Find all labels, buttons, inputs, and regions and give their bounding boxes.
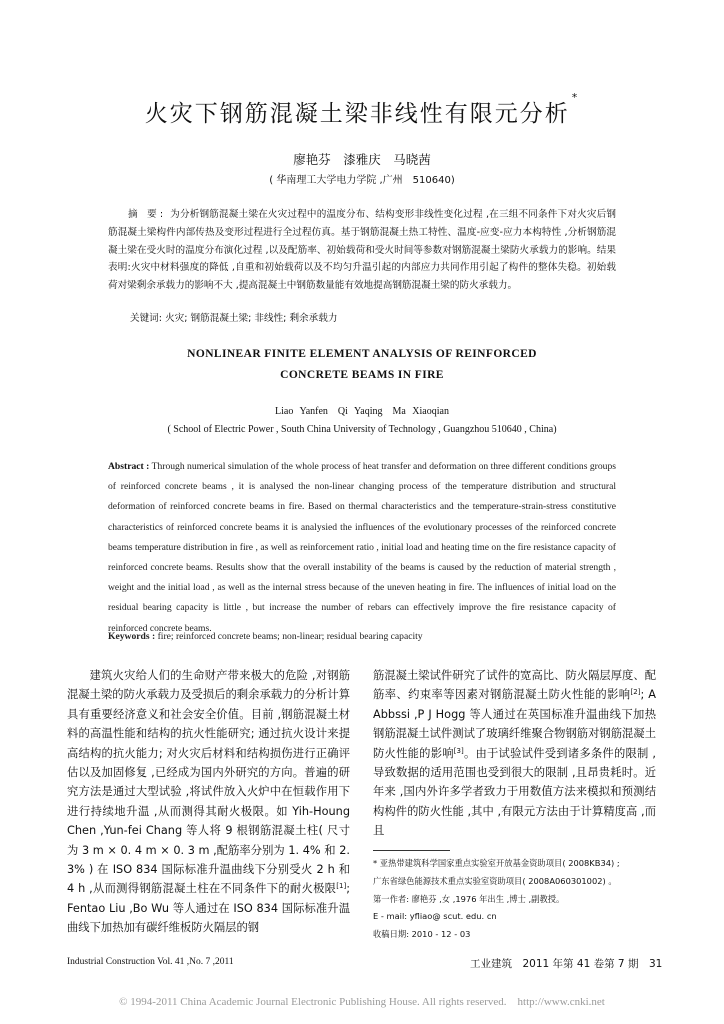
authors-en: Liao Yanfen Qi Yaqing Ma Xiaoqian: [275, 406, 449, 417]
paper-title: [0, 91, 724, 128]
body-left-paragraph: [67, 666, 350, 938]
keywords-en: [108, 631, 423, 642]
abstract-en: [108, 457, 616, 639]
abstract-en-text: Through numerical simulation of the whole process of heat transfer and deformation on three different conditions groups of reinforced concrete beams , it is analysed the non-linear changing process of the temperature distribution and structural deformation of reinforced concrete beams in fire. Based on thermal characteristics and the temperature-strain-stress constitutive characteristics of reinforced concrete beams it is analysied the influences of the evolutionary processes of the reinforced concrete beams temperature distribution in fire , as well as reinforcement ratio , initial load and heating time on the fire resistance capacity of reinforced concrete beams. Results show that the overall instability of the beams is caused by the reduction of material strength , weight and the initial load , as well as the internal stress because of the uneven heating in fire. The influences of initial load on the residual bearing capacity is little , but increase the number of rebars can effectively improve the fire resistance capacity of reinforced concrete beams.: [108, 461, 616, 634]
footnote-divider: [373, 850, 450, 851]
footnote-received: 收稿日期: 2010 - 12 - 03: [373, 929, 471, 940]
abstract-cn-label: 摘 要 :: [128, 209, 164, 220]
body-right-text-3: 。由于试验试件受到诸多条件的限制 ,导致数据的适用范围也受到很大的限制 ,且昂贵耗时。近年来 ,国内外许多学者致力于用数值方法来模拟和预测结构构件的防火性能 ,其中 ,有限元方法由于计算精度高 ,而且: [373, 746, 656, 838]
footer-journal-cn: 工业建筑 2011 年第 41 卷第 7 期 31: [470, 958, 663, 970]
footnote-fund-2: 广东省绿色能源技术重点实验室资助项目( 2008A060301002) 。: [373, 875, 617, 886]
keywords-cn: 关键词: 火灾; 钢筋混凝土梁; 非线性; 剩余承载力: [130, 313, 338, 324]
abstract-cn: [108, 206, 616, 295]
footer-journal-en: Industrial Construction Vol. 41 ,No. 7 ,2011: [67, 957, 234, 967]
title-en-line2: CONCRETE BEAMS IN FIRE: [280, 369, 444, 381]
footnote-fund-1: * 亚热带建筑科学国家重点实验室开放基金资助项目( 2008KB34) ;: [373, 858, 620, 868]
body-column-left: [67, 666, 350, 938]
affiliation-cn: ( 华南理工大学电力学院 ,广州 510640): [269, 175, 455, 186]
body-right-text-2: ; A Abbssi ,P J Hogg 等人通过在英国标准升温曲线下加热钢筋混凝土试件测试了玻璃纤维聚合物钢筋对钢筋混凝土防火性能的影响: [373, 688, 656, 760]
body-left-text-1: 建筑火灾给人们的生命财产带来极大的危险 ,对钢筋混凝土梁的防火承载力及受损后的剩余承载力的分析计算具有重要经济意义和社会安全价值。目前 ,钢筋混凝土材料的高温性能和结构的抗火性能研究; 通过抗火设计来提高结构的抗火能力; 对火灾后材料和结构损伤进行正确评估以及加固修复 ,已经成为国内外研究的方向。普遍的研究方法是通过大型试验 ,将试件放入火炉中在恒载作用下进行持续地升温 ,从而测得其耐火极限。如 Yih-Houng Chen ,Yun-fei Chang 等人将 9 根钢筋混凝土柱( 尺寸为 3 m × 0. 4 m × 0. 3 m ,配筋率分别为 1. 4% 和 2. 3% ) 在 ISO 834 国际标准升温曲线下分别受火 2 h 和 4 h ,从而测得钢筋混凝土柱在不同条件下的耐火极限: [67, 669, 350, 896]
abstract-cn-text: 为分析钢筋混凝土梁在火灾过程中的温度分布、结构变形非线性变化过程 ,在三组不同条件下对火灾后钢筋混凝土梁构件内部传热及变形过程进行全过程仿真。基于钢筋混凝土热工特性、温度-应变-应力本构特性 ,分析钢筋混凝土梁在受火时的温度分布演化过程 ,以及配筋率、初始载荷和受火时间等参数对钢筋混凝土梁防火承载力的影响。结果表明:火灾中材料强度的降低 ,自重和初始载荷以及不均匀升温引起的内部应力共同作用引起了构件的整体失稳。初始载荷对梁剩余承载力的影响不大 ,提高混凝土中钢筋数量能有效地提高钢筋混凝土梁的防火承载力。: [108, 209, 616, 292]
abstract-en-label: Abstract :: [108, 461, 150, 472]
footnotes: [373, 855, 663, 944]
body-column-right: [373, 666, 656, 841]
citation-1: [1]: [336, 882, 347, 891]
body-right-paragraph: [373, 666, 656, 841]
title-en-line1: NONLINEAR FINITE ELEMENT ANALYSIS OF REINFORCED: [187, 348, 537, 360]
body-right-text-1: 筋混凝土梁试件研究了试件的宽高比、防火隔层厚度、配筋率、约束率等因素对钢筋混凝土防火性能的影响: [373, 669, 656, 702]
keywords-en-text: fire; reinforced concrete beams; non-linear; residual bearing capacity: [157, 631, 423, 642]
authors-cn: 廖艳芬 漆雅庆 马晓茜: [293, 152, 431, 167]
keywords-en-label: Keywords :: [108, 631, 156, 642]
citation-3: [3]: [453, 746, 464, 755]
footnote-email: E - mail: yfliao@ scut. edu. cn: [373, 911, 497, 922]
paper-title-text: 火灾下钢筋混凝土梁非线性有限元分析: [144, 101, 570, 127]
affiliation-en: ( School of Electric Power , South China University of Technology , Guangzhou 510640 , China): [167, 424, 557, 435]
copyright-watermark: © 1994-2011 China Academic Journal Electronic Publishing House. All rights reserved. http://www.cnki.net: [119, 996, 605, 1008]
citation-2: [2]: [630, 688, 641, 697]
body-left-text-2: ; Fentao Liu ,Bo Wu 等人通过在 ISO 834 国际标准升温曲线下加热加有碳纤维板防火隔层的钢: [67, 882, 350, 935]
title-footnote-mark: *: [571, 91, 580, 104]
footnote-author: 第一作者: 廖艳芬 ,女 ,1976 年出生 ,博士 ,副教授。: [373, 893, 565, 904]
